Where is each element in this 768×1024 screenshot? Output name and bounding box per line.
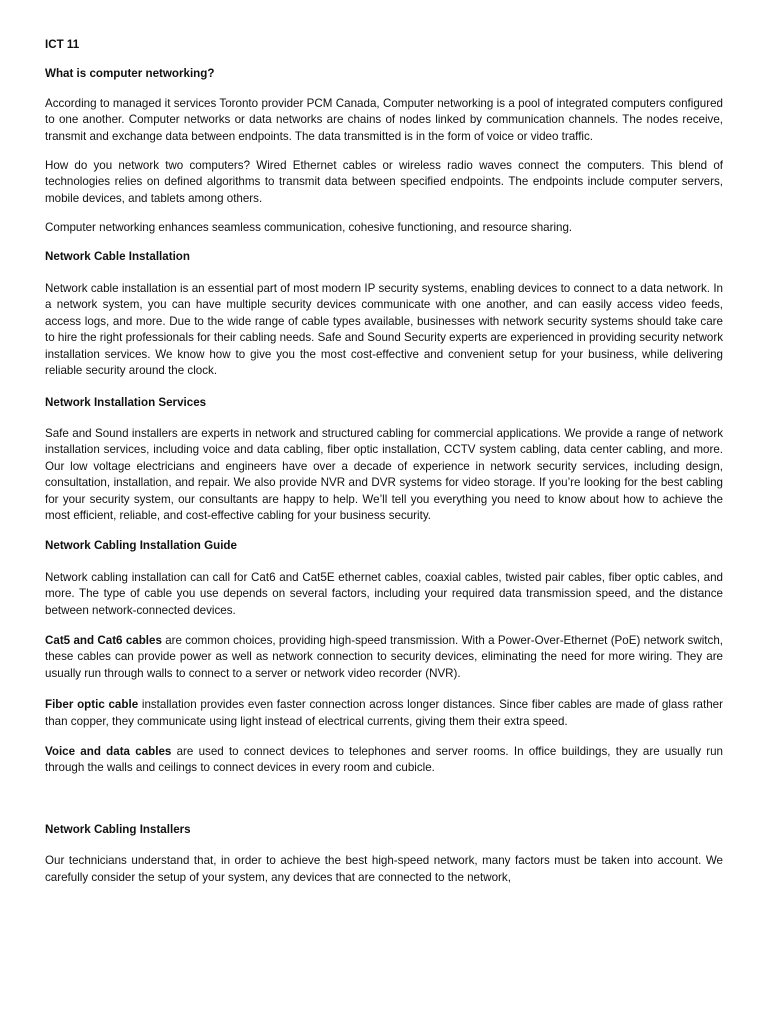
document-page — [45, 37, 723, 886]
text-cat-cables: are common choices, providing high-speed transmission. With a Power-Over-Ethernet (PoE) network switch, these cables can provide power as well as network connection to security devices, eliminating the need for more wiring. They are usually run through walls to connect to a server or network video recorder (NVR). — [45, 633, 723, 680]
paragraph: Safe and Sound installers are experts in network and structured cabling for commercial applications. We provide a range of network installation services, including voice and data cabling, fiber optic installation, CCTV system cabling, data center cabling, and more. Our low voltage electricians and engineers have over a decade of experience in network security services, including design, consultation, installation, and repair. We also provide NVR and DVR systems for video storage. If you’re looking for the best cabling for your security system, our consultants are happy to help. We’ll tell you everything you need to know about how to achieve the most efficient, reliable, and cost-effective cabling for your business security. — [45, 426, 723, 522]
term-voice-data: Voice and data cables — [45, 745, 172, 758]
paragraph: Network cabling installation can call for Cat6 and Cat5E ethernet cables, coaxial cables, twisted pair cables, fiber optic cables, and more. The type of cable you use depends on several factors, including your required data transmission speed, and the distance between network-connected devices. — [45, 570, 723, 617]
paragraph-cat-cables — [45, 633, 723, 682]
term-cat-cables: Cat5 and Cat6 cables — [45, 633, 162, 647]
heading-network-cabling-installers: Network Cabling Installers — [45, 822, 191, 836]
paragraph: Computer networking enhances seamless communication, cohesive functioning, and resource sharing. — [45, 221, 573, 235]
term-fiber-optic: Fiber optic cable — [45, 698, 139, 712]
course-code: ICT 11 — [45, 38, 80, 51]
paragraph: According to managed it services Toronto provider PCM Canada, Computer networking is a pool of integrated computers configured to one another. Computer networks or data networks are chains of nodes linked by communication channels. The nodes receive, transmit and exchange data between endpoints. The data transmitted is in the form of voice or video traffic. — [45, 96, 723, 143]
paragraph: Network cable installation is an essential part of most modern IP security systems, enabling devices to connect to a data network. In a network system, you can have multiple security devices communicate with one another, and can easily access video feeds, access logs, and more. Due to the wide range of cable types available, businesses with network security systems should take care to hire the right professionals for their cabling needs. Safe and Sound Security experts are experienced in providing security network installation services. We know how to give you the most cost-effective and convenient setup for your business, while delivering reliable security around the clock. — [45, 282, 723, 378]
heading-network-installation-services: Network Installation Services — [45, 395, 207, 409]
paragraph-fiber-optic — [45, 697, 723, 730]
paragraph-voice-data — [45, 744, 723, 777]
text-voice-data: are used to connect devices to telephones and server rooms. In office buildings, they are usually run through the walls and ceilings to connect devices in every room and cubicle. — [45, 745, 723, 775]
paragraph: Our technicians understand that, in order to achieve the best high-speed network, many factors must be taken into account. We carefully consider the setup of your system, any devices that are connected to the network, — [45, 854, 723, 884]
paragraph: How do you network two computers? Wired Ethernet cables or wireless radio waves connect the computers. This blend of technologies relies on defined algorithms to transmit data between specified endpoints. The endpoints include computer servers, mobile devices, and tablets among others. — [45, 159, 723, 205]
text-fiber-optic: installation provides even faster connection across longer distances. Since fiber cables are made of glass rather than copper, they communicate using light instead of electrical currents, giving them their extra speed. — [45, 698, 723, 728]
heading-network-cabling-installation-guide: Network Cabling Installation Guide — [45, 539, 237, 553]
heading-network-cable-installation: Network Cable Installation — [45, 249, 190, 263]
heading-what-is-networking: What is computer networking? — [45, 67, 215, 81]
